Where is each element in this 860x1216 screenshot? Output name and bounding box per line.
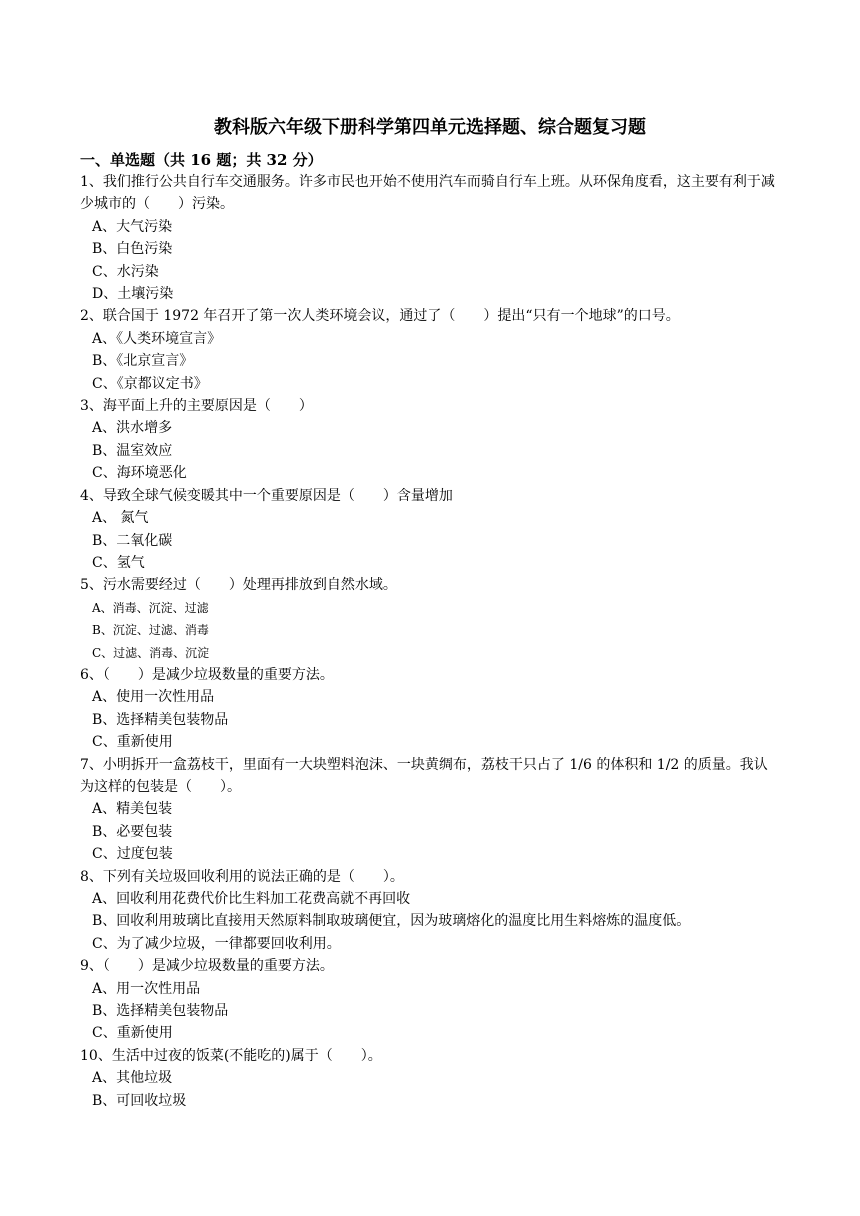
question-stem: 4、导致全球气候变暖其中一个重要原因是（ ）含量增加 [80, 487, 453, 504]
answer-option: A、 氮气 [92, 510, 149, 527]
question-list [80, 171, 780, 1112]
answer-option: B、必要包装 [92, 823, 173, 840]
option-list [80, 1067, 780, 1112]
option-list [80, 216, 780, 306]
answer-option: B、二氧化碳 [92, 532, 173, 549]
answer-option: A、使用一次性用品 [92, 689, 215, 706]
option-list [80, 798, 780, 865]
option-list [80, 417, 780, 484]
question-stem: 9、（ ）是减少垃圾数量的重要方法。 [80, 958, 334, 975]
question-stem: 6、（ ）是减少垃圾数量的重要方法。 [80, 666, 334, 683]
question-stem: 7、小明拆开一盒荔枝干，里面有一大块塑料泡沫、一块黄绸布，荔枝干只占了 1/6 的体积和 1/2 的质量。我认为这样的包装是（ ）。 [80, 756, 768, 795]
answer-option: A、大气污染 [92, 218, 173, 235]
answer-option: C、水污染 [92, 263, 159, 280]
question-item [80, 664, 780, 754]
answer-option: C、《京都议定书》 [92, 375, 208, 392]
answer-option: A、其他垃圾 [92, 1070, 173, 1087]
question-item [80, 485, 780, 575]
answer-option: C、过度包装 [92, 846, 173, 863]
option-list [80, 507, 780, 574]
question-stem: 5、污水需要经过（ ）处理再排放到自然水域。 [80, 577, 397, 594]
answer-option: A、回收利用花费代价比生料加工花费高就不再回收 [92, 891, 411, 907]
answer-option: B、选择精美包装物品 [92, 1003, 229, 1020]
question-stem: 10、生活中过夜的饭菜(不能吃的)属于（ ）。 [80, 1047, 382, 1064]
answer-option: B、白色污染 [92, 241, 173, 258]
answer-option: A、《人类环境宣言》 [92, 330, 222, 347]
answer-option: A、洪水增多 [92, 420, 173, 437]
answer-option: B、温室效应 [92, 442, 173, 459]
answer-option: A、用一次性用品 [92, 980, 201, 997]
question-item [80, 754, 780, 866]
answer-option: B、《北京宣言》 [92, 353, 194, 370]
question-stem: 1、我们推行公共自行车交通服务。许多市民也开始不使用汽车而骑自行车上班。从环保角度看，这主要有利于减少城市的（ ）污染。 [80, 174, 775, 213]
answer-option: A、精美包装 [92, 801, 173, 818]
answer-option: D、土壤污染 [92, 286, 174, 303]
question-item [80, 574, 780, 664]
question-item [80, 866, 780, 956]
question-item [80, 305, 780, 395]
question-item [80, 395, 780, 485]
answer-option: A、消毒、沉淀、过滤 [92, 600, 209, 615]
option-list [80, 888, 780, 955]
answer-option: B、选择精美包装物品 [92, 711, 229, 728]
answer-option: B、回收利用玻璃比直接用天然原料制取玻璃便宜，因为玻璃熔化的温度比用生料熔炼的温度低。 [92, 913, 691, 930]
answer-option: B、可回收垃圾 [92, 1092, 187, 1109]
question-item [80, 1045, 780, 1112]
question-stem: 3、海平面上升的主要原因是（ ） [80, 398, 313, 415]
option-list [80, 597, 780, 664]
answer-option: C、海环境恶化 [92, 465, 187, 482]
document-title: 教科版六年级下册科学第四单元选择题、综合题复习题 [214, 117, 646, 138]
question-stem: 8、下列有关垃圾回收利用的说法正确的是（ ）。 [80, 868, 404, 885]
question-item [80, 955, 780, 1045]
answer-option: C、氢气 [92, 554, 145, 571]
option-list [80, 328, 780, 395]
section-heading: 一、单选题（共 16 题；共 32 分） [80, 151, 323, 169]
answer-option: B、沉淀、过滤、消毒 [92, 623, 209, 638]
answer-option: C、为了减少垃圾，一律都要回收利用。 [92, 935, 341, 952]
option-list [80, 686, 780, 753]
answer-option: C、过滤、消毒、沉淀 [92, 645, 210, 660]
question-stem: 2、联合国于 1972 年召开了第一次人类环境会议，通过了（ ）提出“只有一个地球”的口号。 [80, 308, 680, 325]
answer-option: C、重新使用 [92, 734, 173, 751]
answer-option: C、重新使用 [92, 1025, 173, 1042]
option-list [80, 978, 780, 1045]
question-item [80, 171, 780, 305]
